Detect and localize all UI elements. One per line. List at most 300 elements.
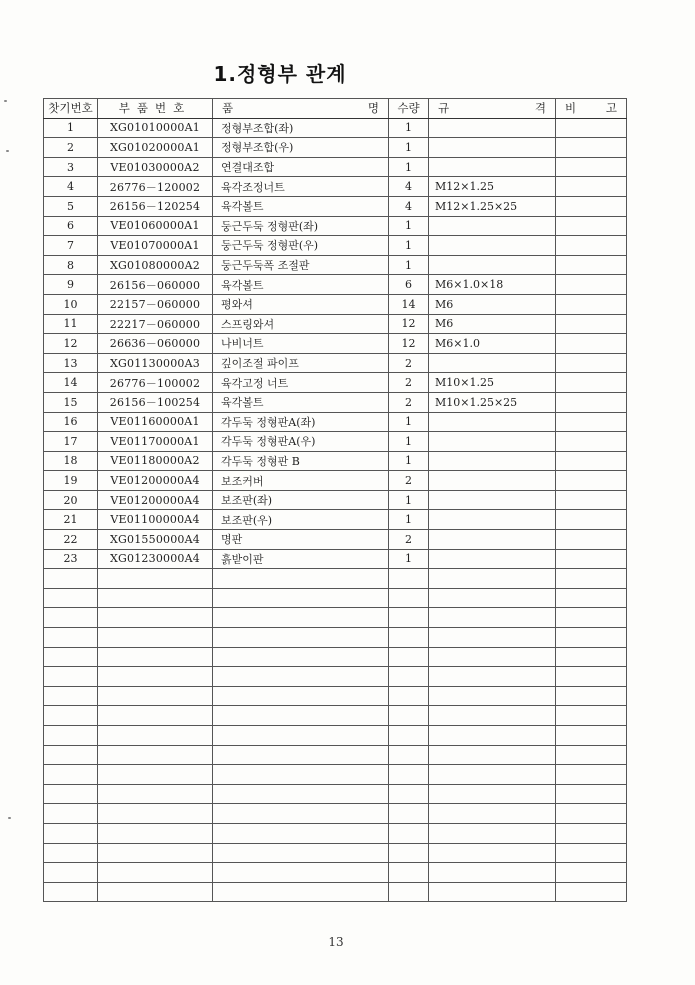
cell-name <box>213 569 389 589</box>
cell-no <box>44 784 98 804</box>
cell-note <box>556 334 627 354</box>
cell-qty: 12 <box>389 314 429 334</box>
cell-part-number: VE01060000A1 <box>98 216 213 236</box>
cell-note <box>556 588 627 608</box>
cell-qty: 1 <box>389 236 429 256</box>
cell-no <box>44 726 98 746</box>
cell-part-number <box>98 628 213 648</box>
cell-qty: 1 <box>389 216 429 236</box>
cell-spec <box>429 353 556 373</box>
cell-part-number <box>98 588 213 608</box>
cell-name: 둥근두둑 정형판(좌) <box>213 216 389 236</box>
cell-note <box>556 236 627 256</box>
cell-qty: 1 <box>389 118 429 138</box>
cell-part-number <box>98 706 213 726</box>
cell-name: 보조판(좌) <box>213 490 389 510</box>
cell-spec <box>429 628 556 648</box>
cell-qty: 14 <box>389 294 429 314</box>
cell-spec <box>429 588 556 608</box>
cell-no <box>44 882 98 902</box>
cell-note <box>556 706 627 726</box>
table-row-empty <box>44 667 627 687</box>
table-row <box>44 451 627 471</box>
cell-no: 12 <box>44 334 98 354</box>
cell-note <box>556 549 627 569</box>
cell-spec <box>429 530 556 550</box>
cell-no: 3 <box>44 157 98 177</box>
table-row-empty <box>44 726 627 746</box>
cell-note <box>556 275 627 295</box>
cell-note <box>556 804 627 824</box>
cell-no <box>44 863 98 883</box>
cell-no <box>44 745 98 765</box>
scan-speck <box>6 150 9 152</box>
cell-no: 5 <box>44 196 98 216</box>
table-row <box>44 373 627 393</box>
cell-note <box>556 667 627 687</box>
table-body <box>44 118 627 902</box>
cell-part-number <box>98 804 213 824</box>
cell-no: 7 <box>44 236 98 256</box>
cell-no: 14 <box>44 373 98 393</box>
cell-qty: 2 <box>389 471 429 491</box>
cell-note <box>556 118 627 138</box>
cell-no: 1 <box>44 118 98 138</box>
cell-qty <box>389 686 429 706</box>
cell-part-number: VE01200000A4 <box>98 490 213 510</box>
cell-qty <box>389 823 429 843</box>
table-row-empty <box>44 706 627 726</box>
cell-spec <box>429 118 556 138</box>
cell-no <box>44 608 98 628</box>
cell-qty: 1 <box>389 157 429 177</box>
cell-name: 육각조정너트 <box>213 177 389 197</box>
table-row-empty <box>44 765 627 785</box>
cell-spec <box>429 765 556 785</box>
cell-name <box>213 588 389 608</box>
cell-no: 11 <box>44 314 98 334</box>
cell-note <box>556 843 627 863</box>
cell-name: 스프링와셔 <box>213 314 389 334</box>
cell-qty: 4 <box>389 177 429 197</box>
cell-spec <box>429 823 556 843</box>
cell-part-number: XG01230000A4 <box>98 549 213 569</box>
cell-name <box>213 647 389 667</box>
table-row-empty <box>44 628 627 648</box>
cell-no <box>44 804 98 824</box>
table-header-row <box>44 99 627 119</box>
cell-spec: M6×1.0×18 <box>429 275 556 295</box>
table-row-empty <box>44 569 627 589</box>
cell-name: 정형부조합(좌) <box>213 118 389 138</box>
cell-name <box>213 765 389 785</box>
cell-no: 4 <box>44 177 98 197</box>
cell-qty <box>389 804 429 824</box>
cell-qty: 1 <box>389 432 429 452</box>
cell-name <box>213 686 389 706</box>
cell-name <box>213 745 389 765</box>
header-spec-right: 격 <box>534 101 546 116</box>
cell-part-number <box>98 843 213 863</box>
cell-qty: 1 <box>389 510 429 530</box>
cell-no <box>44 686 98 706</box>
cell-spec <box>429 882 556 902</box>
table-row <box>44 549 627 569</box>
cell-spec <box>429 490 556 510</box>
table-row-empty <box>44 784 627 804</box>
cell-note <box>556 784 627 804</box>
cell-qty <box>389 569 429 589</box>
cell-qty <box>389 843 429 863</box>
header-qty: 수량 <box>389 99 429 119</box>
cell-qty: 4 <box>389 196 429 216</box>
cell-note <box>556 823 627 843</box>
table-row <box>44 432 627 452</box>
cell-no <box>44 667 98 687</box>
cell-qty <box>389 784 429 804</box>
table-row-empty <box>44 745 627 765</box>
cell-name <box>213 823 389 843</box>
cell-spec <box>429 451 556 471</box>
cell-note <box>556 412 627 432</box>
cell-part-number: 22217－060000 <box>98 314 213 334</box>
cell-spec <box>429 255 556 275</box>
cell-spec <box>429 569 556 589</box>
cell-name: 각두둑 정형판A(좌) <box>213 412 389 432</box>
cell-no <box>44 706 98 726</box>
cell-no: 13 <box>44 353 98 373</box>
cell-spec <box>429 863 556 883</box>
cell-name: 깊이조절 파이프 <box>213 353 389 373</box>
cell-no: 16 <box>44 412 98 432</box>
cell-note <box>556 628 627 648</box>
cell-part-number: VE01100000A4 <box>98 510 213 530</box>
table-row <box>44 157 627 177</box>
cell-qty: 2 <box>389 530 429 550</box>
cell-name <box>213 804 389 824</box>
cell-no <box>44 843 98 863</box>
cell-no: 9 <box>44 275 98 295</box>
cell-part-number <box>98 569 213 589</box>
cell-spec <box>429 667 556 687</box>
cell-spec <box>429 843 556 863</box>
cell-spec: M6 <box>429 314 556 334</box>
cell-no <box>44 569 98 589</box>
cell-qty <box>389 765 429 785</box>
cell-name <box>213 608 389 628</box>
cell-spec <box>429 608 556 628</box>
cell-note <box>556 471 627 491</box>
cell-note <box>556 863 627 883</box>
table-row <box>44 216 627 236</box>
scan-speck <box>4 100 7 102</box>
cell-name: 육각볼트 <box>213 275 389 295</box>
cell-spec: M10×1.25 <box>429 373 556 393</box>
cell-part-number: VE01160000A1 <box>98 412 213 432</box>
cell-qty <box>389 745 429 765</box>
table-row <box>44 138 627 158</box>
cell-note <box>556 510 627 530</box>
table-row-empty <box>44 647 627 667</box>
cell-note <box>556 138 627 158</box>
cell-part-number: 22157－060000 <box>98 294 213 314</box>
scan-speck <box>8 817 11 819</box>
page-title: 1.정형부 관계 <box>213 62 347 86</box>
cell-name: 육각볼트 <box>213 392 389 412</box>
table-row <box>44 314 627 334</box>
cell-no <box>44 588 98 608</box>
cell-part-number: VE01180000A2 <box>98 451 213 471</box>
table-row <box>44 392 627 412</box>
cell-spec <box>429 138 556 158</box>
header-note-2: 고 <box>605 101 617 116</box>
cell-note <box>556 608 627 628</box>
cell-part-number: 26776－120002 <box>98 177 213 197</box>
cell-note <box>556 490 627 510</box>
cell-no: 8 <box>44 255 98 275</box>
cell-part-number <box>98 784 213 804</box>
cell-no: 22 <box>44 530 98 550</box>
cell-no <box>44 765 98 785</box>
cell-spec <box>429 745 556 765</box>
cell-part-number: 26156－120254 <box>98 196 213 216</box>
cell-name: 둥근두둑 정형판(우) <box>213 236 389 256</box>
cell-qty: 1 <box>389 412 429 432</box>
cell-spec: M12×1.25×25 <box>429 196 556 216</box>
cell-name: 나비너트 <box>213 334 389 354</box>
header-spec <box>429 99 556 119</box>
cell-qty: 6 <box>389 275 429 295</box>
cell-name <box>213 882 389 902</box>
cell-name: 평와셔 <box>213 294 389 314</box>
table-row-empty <box>44 588 627 608</box>
cell-part-number <box>98 882 213 902</box>
cell-spec: M12×1.25 <box>429 177 556 197</box>
cell-qty: 2 <box>389 353 429 373</box>
cell-name: 육각고정 너트 <box>213 373 389 393</box>
cell-part-number: 26156－060000 <box>98 275 213 295</box>
page-number: 13 <box>328 935 344 949</box>
table-row <box>44 530 627 550</box>
cell-no: 20 <box>44 490 98 510</box>
table-row-empty <box>44 843 627 863</box>
table-row <box>44 196 627 216</box>
table-row <box>44 294 627 314</box>
cell-part-number <box>98 863 213 883</box>
cell-qty <box>389 667 429 687</box>
cell-name <box>213 706 389 726</box>
cell-part-number <box>98 647 213 667</box>
cell-no <box>44 628 98 648</box>
cell-name <box>213 784 389 804</box>
cell-note <box>556 726 627 746</box>
cell-name: 둥근두둑폭 조절판 <box>213 255 389 275</box>
cell-note <box>556 353 627 373</box>
table-row <box>44 471 627 491</box>
table-row <box>44 334 627 354</box>
cell-no <box>44 647 98 667</box>
cell-qty <box>389 882 429 902</box>
table-row-empty <box>44 686 627 706</box>
cell-no: 21 <box>44 510 98 530</box>
cell-spec: M6×1.0 <box>429 334 556 354</box>
table-row <box>44 118 627 138</box>
cell-note <box>556 216 627 236</box>
cell-part-number: XG01130000A3 <box>98 353 213 373</box>
cell-note <box>556 647 627 667</box>
cell-name <box>213 628 389 648</box>
cell-name <box>213 843 389 863</box>
cell-no: 23 <box>44 549 98 569</box>
cell-part-number <box>98 667 213 687</box>
cell-qty: 1 <box>389 138 429 158</box>
cell-qty <box>389 706 429 726</box>
cell-spec <box>429 432 556 452</box>
cell-note <box>556 432 627 452</box>
table-row-empty <box>44 863 627 883</box>
cell-note <box>556 530 627 550</box>
cell-note <box>556 157 627 177</box>
cell-note <box>556 745 627 765</box>
cell-note <box>556 177 627 197</box>
cell-spec: M6 <box>429 294 556 314</box>
cell-note <box>556 882 627 902</box>
cell-no: 10 <box>44 294 98 314</box>
table-row <box>44 510 627 530</box>
cell-part-number <box>98 765 213 785</box>
cell-spec <box>429 784 556 804</box>
cell-note <box>556 569 627 589</box>
cell-no: 18 <box>44 451 98 471</box>
cell-no: 2 <box>44 138 98 158</box>
cell-spec <box>429 647 556 667</box>
cell-name: 정형부조합(우) <box>213 138 389 158</box>
table-row-empty <box>44 882 627 902</box>
cell-qty <box>389 608 429 628</box>
cell-no: 19 <box>44 471 98 491</box>
cell-name <box>213 863 389 883</box>
cell-note <box>556 686 627 706</box>
table-row <box>44 412 627 432</box>
cell-name: 각두둑 정형판 B <box>213 451 389 471</box>
cell-name: 흙받이판 <box>213 549 389 569</box>
cell-spec <box>429 510 556 530</box>
header-no: 찻기번호 <box>44 99 98 119</box>
cell-note <box>556 294 627 314</box>
cell-part-number: 26636－060000 <box>98 334 213 354</box>
cell-no: 6 <box>44 216 98 236</box>
cell-qty: 12 <box>389 334 429 354</box>
cell-part-number: 26776－100002 <box>98 373 213 393</box>
cell-part-number: 26156－100254 <box>98 392 213 412</box>
cell-part-number: VE01200000A4 <box>98 471 213 491</box>
cell-spec <box>429 549 556 569</box>
cell-name: 보조커버 <box>213 471 389 491</box>
cell-part-number: XG01020000A1 <box>98 138 213 158</box>
cell-no: 15 <box>44 392 98 412</box>
cell-no: 17 <box>44 432 98 452</box>
table-row <box>44 177 627 197</box>
cell-spec <box>429 726 556 746</box>
cell-qty: 1 <box>389 451 429 471</box>
cell-name <box>213 667 389 687</box>
header-spec-left: 규 <box>438 101 450 116</box>
cell-qty <box>389 647 429 667</box>
cell-note <box>556 196 627 216</box>
table-row-empty <box>44 804 627 824</box>
table-row <box>44 353 627 373</box>
cell-note <box>556 451 627 471</box>
header-note <box>556 99 627 119</box>
cell-name: 보조판(우) <box>213 510 389 530</box>
header-part-number: 부품번호 <box>98 99 213 119</box>
cell-part-number: VE01030000A2 <box>98 157 213 177</box>
cell-spec <box>429 157 556 177</box>
header-name-left: 품 <box>222 101 234 116</box>
cell-qty <box>389 588 429 608</box>
cell-note <box>556 314 627 334</box>
cell-part-number: XG01010000A1 <box>98 118 213 138</box>
cell-part-number <box>98 686 213 706</box>
cell-spec <box>429 471 556 491</box>
cell-qty <box>389 628 429 648</box>
cell-qty: 1 <box>389 490 429 510</box>
cell-qty <box>389 726 429 746</box>
cell-part-number <box>98 726 213 746</box>
cell-name: 연결대조합 <box>213 157 389 177</box>
cell-part-number <box>98 745 213 765</box>
table-row <box>44 255 627 275</box>
header-name <box>213 99 389 119</box>
cell-part-number <box>98 608 213 628</box>
table-row-empty <box>44 608 627 628</box>
cell-name: 명판 <box>213 530 389 550</box>
cell-spec <box>429 804 556 824</box>
cell-spec <box>429 706 556 726</box>
cell-note <box>556 373 627 393</box>
header-name-right: 명 <box>367 101 379 116</box>
cell-name: 각두둑 정형판A(우) <box>213 432 389 452</box>
cell-spec <box>429 686 556 706</box>
cell-part-number <box>98 823 213 843</box>
cell-note <box>556 255 627 275</box>
cell-no <box>44 823 98 843</box>
cell-spec: M10×1.25×25 <box>429 392 556 412</box>
cell-qty: 2 <box>389 373 429 393</box>
table-row <box>44 236 627 256</box>
header-note-1: 비 <box>565 101 577 116</box>
parts-list-table <box>43 98 627 902</box>
table-row <box>44 490 627 510</box>
cell-spec <box>429 236 556 256</box>
cell-name <box>213 726 389 746</box>
cell-spec <box>429 216 556 236</box>
cell-name: 육각볼트 <box>213 196 389 216</box>
cell-part-number: VE01070000A1 <box>98 236 213 256</box>
cell-qty: 1 <box>389 255 429 275</box>
cell-part-number: XG01550000A4 <box>98 530 213 550</box>
cell-spec <box>429 412 556 432</box>
cell-note <box>556 765 627 785</box>
table-row <box>44 275 627 295</box>
cell-qty <box>389 863 429 883</box>
cell-qty: 1 <box>389 549 429 569</box>
cell-part-number: VE01170000A1 <box>98 432 213 452</box>
table-row-empty <box>44 823 627 843</box>
cell-note <box>556 392 627 412</box>
cell-part-number: XG01080000A2 <box>98 255 213 275</box>
cell-qty: 2 <box>389 392 429 412</box>
